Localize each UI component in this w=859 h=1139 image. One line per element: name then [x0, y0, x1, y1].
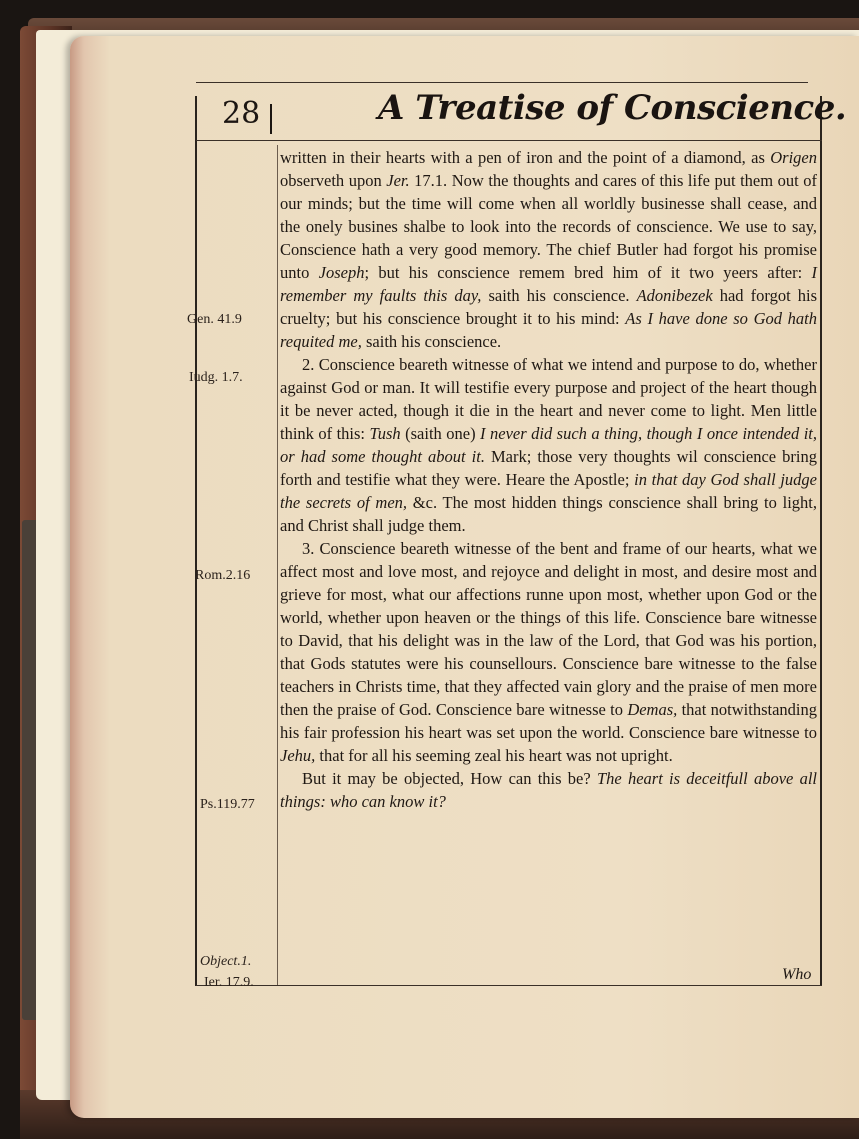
catchword: Who: [782, 966, 812, 983]
margin-note-judg: Iudg. 1.7.: [189, 370, 243, 385]
frame-rule-left: [195, 96, 197, 986]
margin-note-object: Object.1.: [200, 954, 252, 969]
frame-rule-top: [196, 82, 808, 83]
page-number: 28: [222, 96, 261, 131]
running-title: A Treatise of Conscience.: [378, 88, 847, 128]
margin-note-gen: Gen. 41.9: [187, 312, 242, 327]
bottom-rule: [196, 985, 822, 986]
main-text: [280, 146, 817, 813]
margin-note-ps: Ps.119.77: [200, 797, 255, 812]
header-divider: [270, 104, 272, 134]
frame-rule-right: [820, 96, 822, 986]
paragraph-1: written in their hearts with a pen of iron and the point of a diamond, as Origen observeth upon Jer. 17.1. Now the thoughts and cares of this life put them out of our minds; but the time will come when all worldly businesse shall cease, and the onely busines shalbe to look into the records of conscience. We use to say, Conscience hath a very good memory. The chief Butler had forgot his promise unto Joseph; but his conscience remem bred him of it two yeers after: I remember my faults this day, saith his conscience. Adonibezek had forgot his cruelty; but his conscience brought it to his mind: As I have done so God hath requited me, saith his conscience.: [280, 148, 817, 351]
header-rule: [196, 140, 822, 141]
paragraph-2: 2. Conscience beareth witnesse of what we intend and purpose to do, whether against God or man. It will testifie every purpose and project of the heart though it be never acted, though it die in the heart and never come to light. Men little think of this: Tush (saith one) I never did such a thing, though I once intended it, or had some thought about it. Mark; those very thoughts wil conscience bring forth and testifie what they were. Heare the Apostle; in that day God shall judge the secrets of men, &c. The most hidden things conscience shall bring to light, and Christ shall judge them.: [280, 355, 818, 535]
margin-note-jer: Ier. 17.9.: [204, 975, 254, 990]
paragraph-4: But it may be objected, How can this be? The heart is deceitfull above all things: who can know it?: [280, 769, 818, 811]
margin-note-rom: Rom.2.16: [195, 568, 251, 583]
margin-rule: [277, 145, 278, 985]
paragraph-3: 3. Conscience beareth witnesse of the bent and frame of our hearts, what we affect most and love most, and rejoyce and delight in most, and desire most and grieve for most, what our affections runne upon most, whether upon God or the world, whether upon heaven or the things of this life. Conscience bare witnesse to David, that his delight was in the law of the Lord, that God was his portion, that Gods statutes were his counsellours. Conscience bare witnesse to the false teachers in Christs time, that they affected vain glory and the praise of men more then the praise of God. Conscience bare witnesse to Demas, that notwithstanding his fair profession his heart was set upon the world. Conscience bare witnesse to Jehu, that for all his seeming zeal his heart was not upright.: [280, 539, 817, 765]
